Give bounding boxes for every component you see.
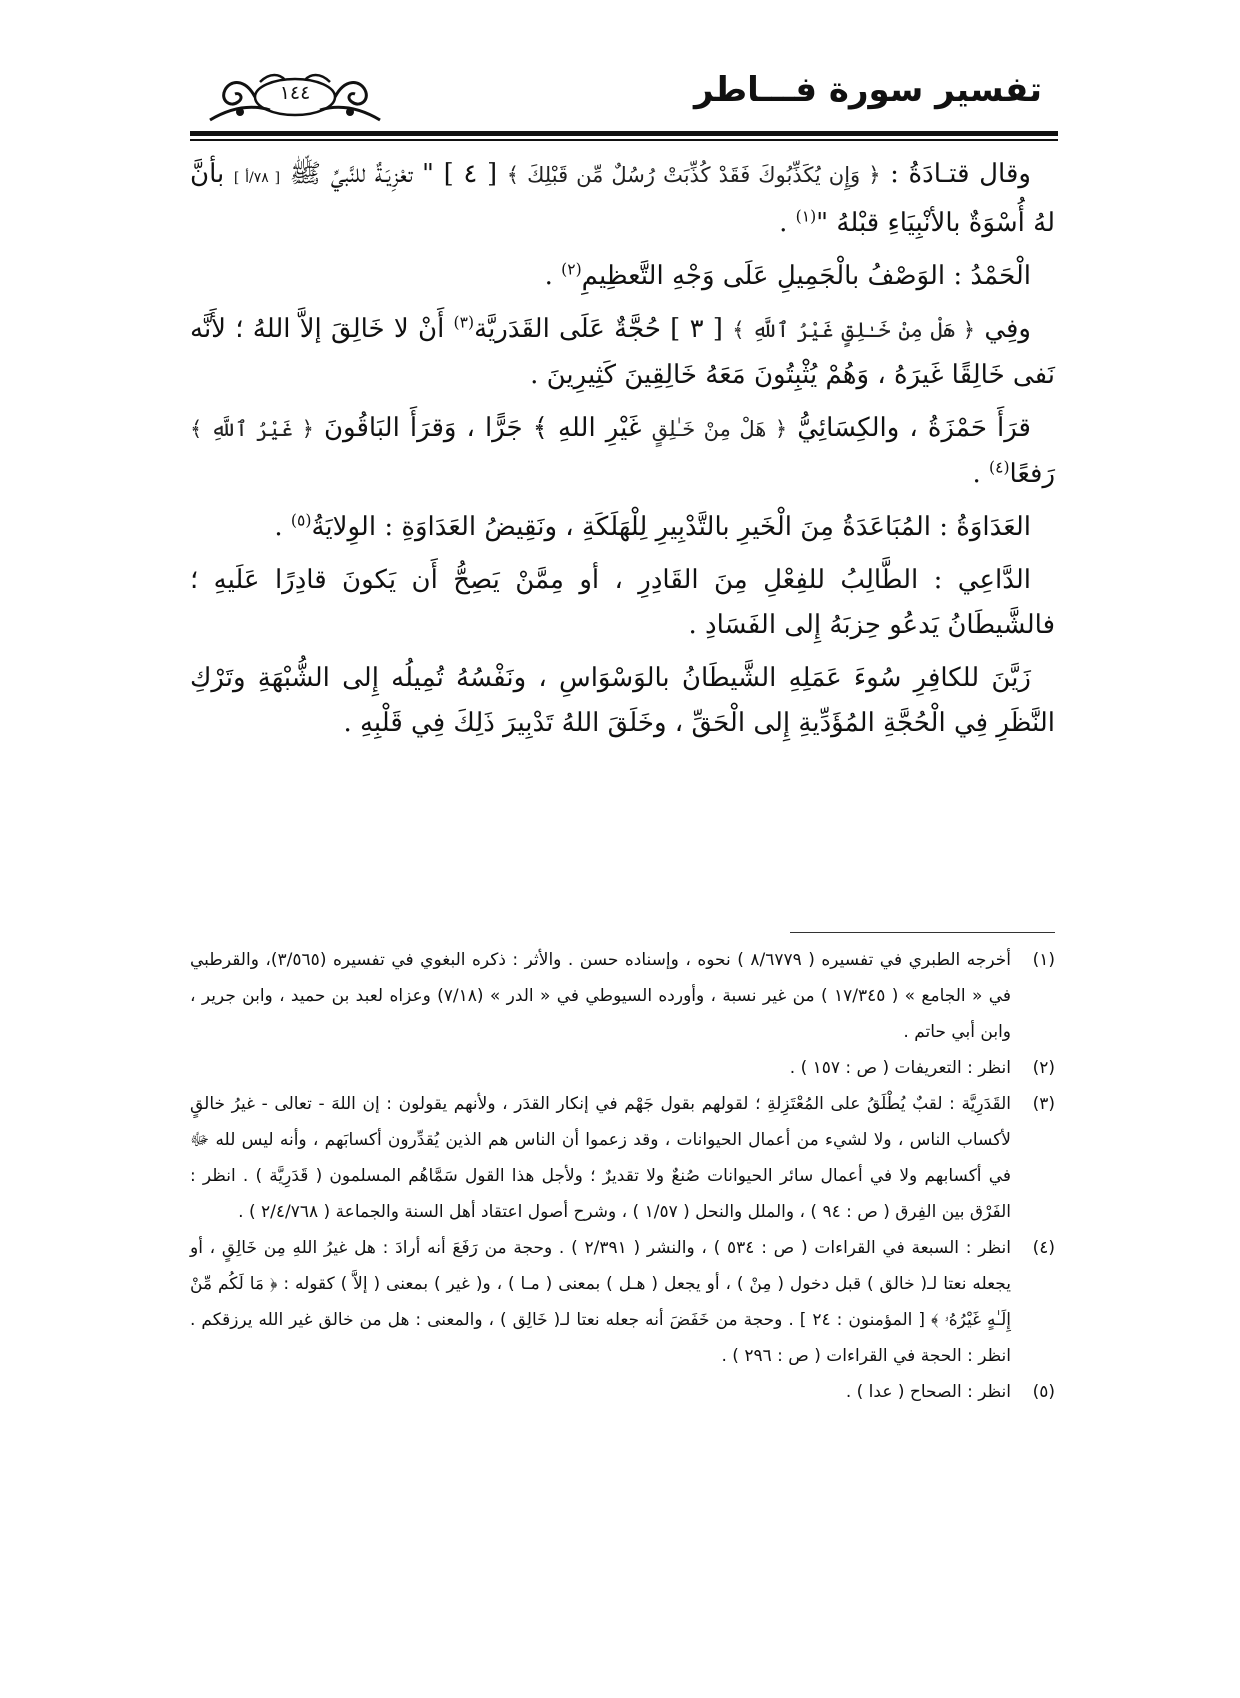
text-segment: . (544, 261, 562, 291)
text-segment: أَنْ لا خَالِقَ إلاَّ اللهُ ؛ لأَنَّه نَفى خَالِقًا غَيرَهُ ، وَهُمْ يُثْبِتُونَ مَعَهُ خَالِقِينَ كَثِيرِينَ . (190, 314, 1055, 390)
quran-verse: ﴿ غَيْرُ ٱللَّهِ ﴾ (190, 417, 314, 441)
footnote-1 (190, 942, 1055, 1050)
text-segment: بأنَّ لهُ أُسْوَةٌ بالأنْبِيَاءِ قبْلهُ " (190, 159, 1055, 238)
text-segment: الْحَمْدُ : الوَصْفُ بالْجَمِيلِ عَلَى وَجْهِ التَّعظِيمِ (581, 261, 1031, 291)
footnote-separator (790, 932, 1055, 933)
page-number: ١٤٤ (279, 82, 311, 104)
text-segment: . (779, 208, 796, 238)
header-rule-thin (190, 139, 1058, 141)
text-segment: . (972, 459, 989, 489)
footnote-number: (٤) (1032, 1238, 1055, 1258)
footnote-text: أخرجه الطبري في تفسيره ( ٨/٦٧٧٩ ) نحوه ، وإسناده حسن . والأثر : ذكره البغوي في تفسيره (٣/٥٦٥)، والقرطبي في « الجامع » ( ١٧/٣٤٥ ) من غير نسبة ، وأورده السيوطي في « الدر » (٧/١٨) وعزاه لعبد بن حميد ، وابن جرير ، وابن أبي حاتم . (190, 950, 1011, 1042)
running-title: تفسير سورة فـــاطر (693, 70, 1042, 110)
footnote-ref: (٣) (453, 313, 475, 332)
footnote-ref: (٢) (561, 260, 582, 279)
text-segment: [ ٤ ] " تعْزِيَـةٌ للنَّبيِّ ﷺ (280, 159, 507, 189)
paragraph-qatada (190, 152, 1055, 246)
footnote-text: انظر : الصحاح ( عدا ) . (845, 1382, 1011, 1402)
footnotes (190, 942, 1055, 1410)
text-segment: وفِي (975, 314, 1031, 344)
footnote-text: انظر : السبعة في القراءات ( ص : ٥٣٤ ) ، والنشر ( ٢/٣٩١ ) . وحجة من رَفَعَ أنه أرادَ : هل غيرُ اللهِ مِن خَالِقٍ ، أو يجعله نعتا لـ( خالق ) قبل دخول ( مِنْ ) ، أو يجعل ( هـل ) بمعنى ( مـا ) ، و( غير ) بمعنى ( إلاَّ ) كقوله : ﴿ مَا لَكُم مِّنْ إِلَـٰهٍ غَيْرُهُۥ ﴾ [ المؤمنون : ٢٤ ] . وحجة من خَفَضَ أنه جعله نعتا لـ( خَالِق ) ، والمعنى : هل من خالق غير الله يرزقكم . انظر : الحجة في القراءات ( ص : ٢٩٦ ) . (190, 1238, 1012, 1366)
text-segment: رَفعًا (1009, 459, 1055, 489)
footnote-number: (٢) (1032, 1058, 1055, 1078)
text-segment: . (274, 512, 291, 542)
footnote-text: القَدَرِيَّة : لقبٌ يُطْلَقُ على المُعْتَزِلةِ ؛ لقولهم بقول جَهْم في إنكار القدَر ، ولأنهم يقولون : إن اللهَ - تعالى - غيرُ خالقٍ لأكساب الناس ، ولا لشيء من أعمال الحيوانات ، وقد زعموا أن الناس هم الذين يُقدِّرون أكسابَهم ، وأنه ليس لله ﷻ في أكسابهم ولا في أعمال سائر الحيوانات صُنعٌ ولا تقديرٌ ؛ ولأجل هذا القول سَمَّاهُم المسلمون ( قَدَرِيَّة ) . انظر : الفَرْق بين الفِرق ( ص : ٩٤ ) ، والملل والنحل ( ١/٥٧ ) ، وشرح أصول اعتقاد أهل السنة والجماعة ( ٢/٤/٧٦٨ ) . (190, 1094, 1011, 1222)
footnote-2 (190, 1050, 1055, 1086)
main-text (190, 152, 1055, 754)
text-segment: العَدَاوَةُ : المُبَاعَدَةُ مِنَ الْخَيرِ بالتَّدْبِيرِ لِلْهَلَكَةِ ، ونَقِيضُ العَدَاوَةِ : الوِلايَةُ (311, 512, 1031, 542)
text-segment: [ ٣ ] حُجَّةٌ عَلَى القَدَريَّة (474, 314, 733, 344)
footnote-4 (190, 1230, 1055, 1374)
footnote-text: انظر : التعريفات ( ص : ١٥٧ ) . (789, 1058, 1011, 1078)
paragraph-adawa (190, 505, 1055, 550)
paragraph-zayyana: زَيَّنَ للكافِرِ سُوءَ عَمَلِهِ الشَّيطَانُ بالوَسْوَاسِ ، ونَفْسُهُ تُمِيلُه إِلى الشُّبْهَةِ وتَرْكِ النَّظَرِ فِي الْحُجَّةِ المُؤَدِّيةِ إِلى الْحَقِّ ، وخَلَقَ اللهُ تَدْبِيرَ ذَلِكَ فِي قَلْبِهِ . (190, 663, 1055, 738)
footnote-number: (١) (1032, 950, 1055, 970)
footnote-5 (190, 1374, 1055, 1410)
footnote-number: (٥) (1032, 1382, 1055, 1402)
footnote-number: (٣) (1032, 1094, 1055, 1114)
quran-verse: ﴿ هَلْ مِنْ خَـٰلِقٍ (651, 417, 788, 441)
paragraph-qadariyya (190, 307, 1055, 398)
text-segment: وقال قتـادَةُ : (880, 159, 1031, 189)
page-header (0, 0, 1240, 145)
footnote-ref: (٥) (290, 511, 312, 530)
text-segment: قرَأَ حَمْزَةُ ، والكِسَائِيُّ (787, 413, 1031, 443)
header-rule-thick (190, 131, 1058, 136)
text-segment: غَيْرِ اللهِ ﴾ جَرًّا ، وَقرَأَ البَاقُونَ (313, 413, 652, 443)
footnote-ref: (١) (795, 207, 817, 226)
quran-verse: ﴿ وَإِن يُكَذِّبُوكَ فَقَدْ كُذِّبَتْ رُسُلٌ مِّن قَبْلِكَ ﴾ (506, 163, 881, 187)
manuscript-marker: [ ٧٨/أ ] (233, 170, 281, 186)
footnote-3 (190, 1086, 1055, 1230)
paragraph-hamd (190, 254, 1055, 299)
quran-verse: ﴿ هَلْ مِنْ خَـٰلِقٍ غَيْرُ ٱللَّهِ ﴾ (732, 318, 976, 342)
paragraph-qiraat (190, 406, 1055, 497)
paragraph-dai: الدَّاعِي : الطَّالِبُ للفِعْلِ مِنَ القَادِرِ ، أو مِمَّنْ يَصِحُّ أَن يَكونَ قادِرًا عَلَيهِ ؛ فالشَّيطَانُ يَدعُو حِزبَهُ إِلى الفَسَادِ . (190, 565, 1055, 640)
footnote-ref: (٤) (988, 458, 1010, 477)
